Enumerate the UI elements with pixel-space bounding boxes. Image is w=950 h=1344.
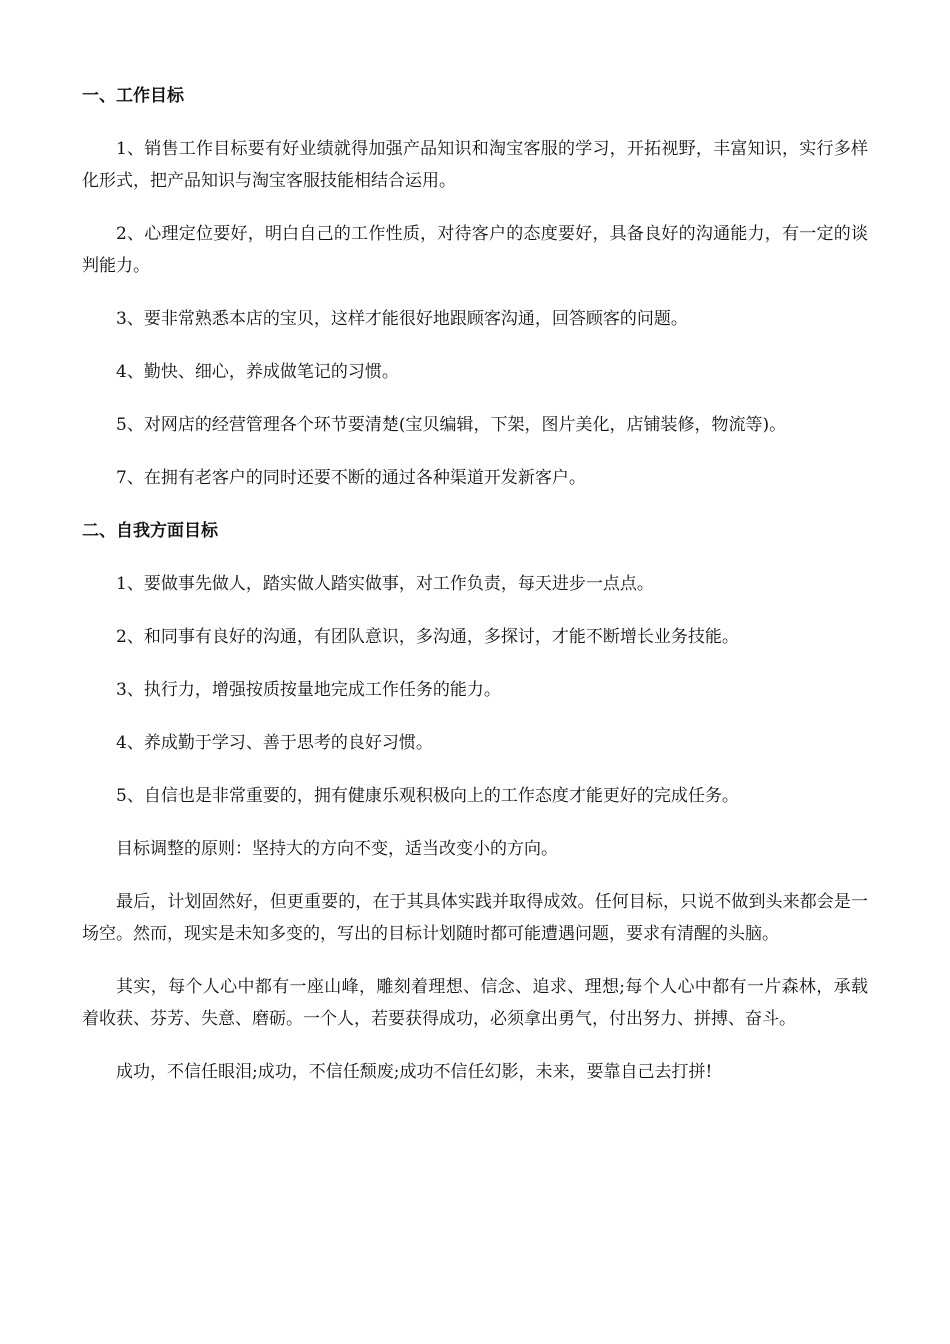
work-goal-item-2: 2、心理定位要好，明白自己的工作性质，对待客户的态度要好，具备良好的沟通能力，有一定的谈判能力。 (82, 224, 868, 276)
self-goal-item-4: 4、养成勤于学习、善于思考的良好习惯。 (116, 733, 433, 753)
self-goal-item-1: 1、要做事先做人，踏实做人踏实做事，对工作负责，每天进步一点点。 (116, 574, 654, 594)
mountain-forest-paragraph: 其实，每个人心中都有一座山峰，雕刻着理想、信念、追求、理想;每个人心中都有一片森林，承载着收获、芬芳、失意、磨砺。一个人，若要获得成功，必须拿出勇气，付出努力、拼搏、奋斗。 (82, 977, 868, 1029)
work-goal-item-4: 4、勤快、细心，养成做笔记的习惯。 (116, 362, 399, 382)
work-goal-item-5: 5、对网店的经营管理各个环节要清楚(宝贝编辑，下架，图片美化，店铺装修，物流等)。 (116, 415, 787, 435)
work-goal-item-7: 7、在拥有老客户的同时还要不断的通过各种渠道开发新客户。 (116, 468, 586, 488)
finally-paragraph: 最后，计划固然好，但更重要的，在于其具体实践并取得成效。任何目标，只说不做到头来都会是一场空。然而，现实是未知多变的，写出的目标计划随时都可能遭遇问题，要求有清醒的头脑。 (82, 892, 868, 944)
self-goal-item-5: 5、自信也是非常重要的，拥有健康乐观积极向上的工作态度才能更好的完成任务。 (116, 786, 739, 806)
success-paragraph: 成功，不信任眼泪;成功，不信任颓废;成功不信任幻影，未来，要靠自己去打拼! (116, 1062, 713, 1082)
section-heading-self-goals: 二、自我方面目标 (82, 521, 218, 541)
section-heading-work-goals: 一、工作目标 (82, 86, 184, 106)
adjustment-principle-paragraph: 目标调整的原则：坚持大的方向不变，适当改变小的方向。 (116, 839, 558, 859)
self-goal-item-2: 2、和同事有良好的沟通，有团队意识，多沟通，多探讨，才能不断增长业务技能。 (116, 627, 739, 647)
document-page (82, 80, 868, 1109)
work-goal-item-3: 3、要非常熟悉本店的宝贝，这样才能很好地跟顾客沟通，回答顾客的问题。 (116, 309, 688, 329)
work-goal-item-1: 1、销售工作目标要有好业绩就得加强产品知识和淘宝客服的学习，开拓视野，丰富知识，实行多样化形式，把产品知识与淘宝客服技能相结合运用。 (82, 139, 868, 191)
self-goal-item-3: 3、执行力，增强按质按量地完成工作任务的能力。 (116, 680, 501, 700)
